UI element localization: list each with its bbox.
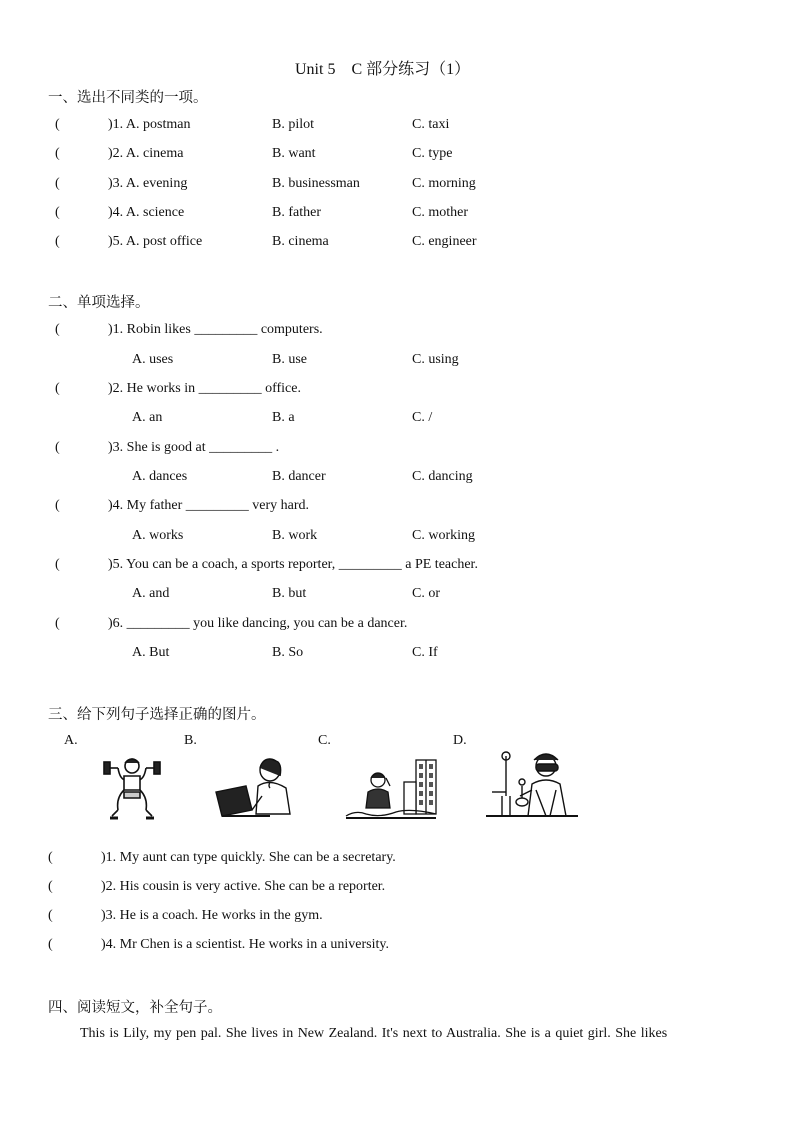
reading-passage: This is Lily, my pen pal. She lives in New Zealand. It's next to Australia. She is a quiet girl. She likes [80,1026,668,1041]
option-a: )3. A. evening [108,176,188,191]
question-text: )5. You can be a coach, a sports reporter, _________ a PE teacher. [108,557,478,572]
option-b: B. use [272,352,307,367]
question-text: )6. _________ you like dancing, you can be a dancer. [108,616,408,631]
option-c: C. using [412,352,459,367]
answer-paren[interactable]: ( [48,908,53,923]
option-b: B. So [272,645,304,660]
section-1-heading: 一、选出不同类的一项。 [48,90,208,106]
answer-paren[interactable]: ( [55,234,60,249]
answer-paren[interactable]: ( [55,616,60,631]
option-a: )1. A. postman [108,117,191,132]
answer-paren[interactable]: ( [55,205,60,220]
answer-paren[interactable]: ( [55,146,60,161]
question-text: )4. My father _________ very hard. [108,498,310,513]
option-a: A. uses [132,352,174,367]
answer-paren[interactable]: ( [55,498,60,513]
option-a: )4. A. science [108,205,185,220]
option-b: B. want [272,146,316,161]
section-4-heading: 四、阅读短文，补全句子。 [48,1000,222,1016]
answer-paren[interactable]: ( [55,322,60,337]
question-text: )3. He is a coach. He works in the gym. [101,908,323,923]
option-b: B. but [272,586,307,601]
option-b: B. businessman [272,176,360,191]
option-b: B. a [272,410,295,425]
picture-label-d: D. [453,733,467,748]
option-c: C. morning [412,176,476,191]
secretary-picture [212,756,302,822]
question-text: )1. Robin likes _________ computers. [108,322,323,337]
option-c: C. type [412,146,453,161]
question-text: )2. His cousin is very active. She can be a reporter. [101,879,386,894]
picture-label-b: B. [184,733,197,748]
page-title: Unit 5 C 部分练习（1） [295,61,471,78]
section-2-heading: 二、单项选择。 [48,295,150,311]
option-a: A. But [132,645,170,660]
answer-paren[interactable]: ( [48,850,53,865]
option-c: C. taxi [412,117,450,132]
option-c: C. working [412,528,475,543]
question-text: )4. Mr Chen is a scientist. He works in a university. [101,937,389,952]
answer-paren[interactable]: ( [48,879,53,894]
picture-label-c: C. [318,733,331,748]
answer-paren[interactable]: ( [55,440,60,455]
option-c: C. dancing [412,469,473,484]
answer-paren[interactable]: ( [55,176,60,191]
option-b: B. pilot [272,117,315,132]
answer-paren[interactable]: ( [55,117,60,132]
option-a: A. and [132,586,170,601]
option-a: )2. A. cinema [108,146,184,161]
option-a: )5. A. post office [108,234,203,249]
question-text: )3. She is good at _________ . [108,440,280,455]
option-c: C. / [412,410,433,425]
section-3-heading: 三、给下列句子选择正确的图片。 [48,707,266,723]
option-a: A. an [132,410,163,425]
coach-picture [100,752,164,824]
option-b: B. father [272,205,321,220]
option-c: C. engineer [412,234,477,249]
reporter-picture [342,758,440,822]
scientist-picture [484,750,580,822]
answer-paren[interactable]: ( [48,937,53,952]
option-c: C. or [412,586,440,601]
option-b: B. work [272,528,318,543]
question-text: )2. He works in _________ office. [108,381,301,396]
question-text: )1. My aunt can type quickly. She can be a secretary. [101,850,396,865]
option-a: A. dances [132,469,188,484]
option-c: C. mother [412,205,468,220]
answer-paren[interactable]: ( [55,381,60,396]
option-b: B. cinema [272,234,329,249]
option-c: C. If [412,645,438,660]
option-b: B. dancer [272,469,326,484]
option-a: A. works [132,528,184,543]
picture-label-a: A. [64,733,78,748]
answer-paren[interactable]: ( [55,557,60,572]
